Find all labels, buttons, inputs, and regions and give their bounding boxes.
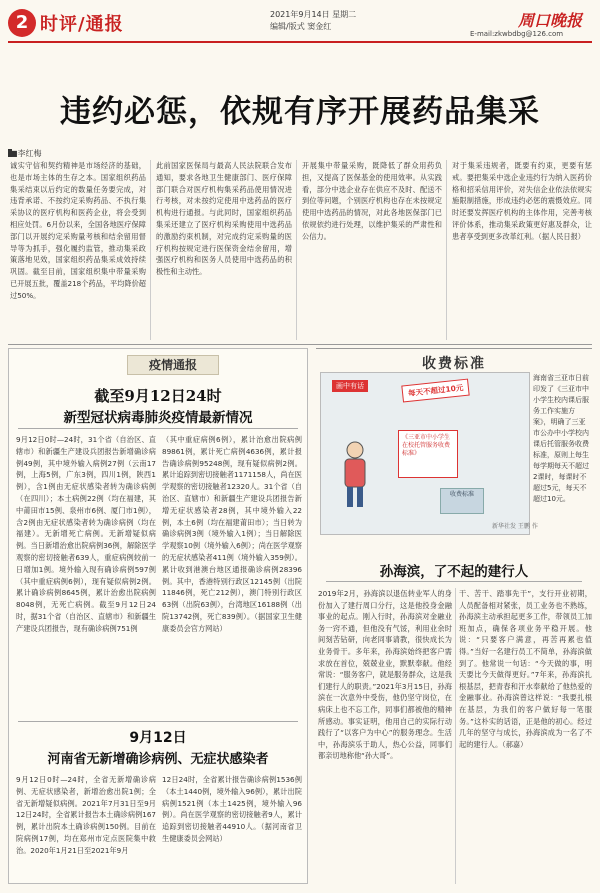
epidemic-rule [18,428,298,429]
feature-column-1: 2019年2月，孙海滨以退伍转业军人的身份加入了建行周口分行，这是他投身金融事业的起点。刚入行时，孙海滨对金融业务一窍不通，但他没有气馁，利用业余时间刻苦钻研，向老同事请教，很快成长为业务骨干。多年来，孙海滨始终把客户需求放在首位，兢兢业业，默默奉献。他经常说：“服务客户，就是服务群众，这是我们建行人的职责。”2021年3月15日，孙海滨在一次意外中受伤，他仍坚守岗位，在病床上也不忘工作，同事们都被他的精神所感动。事实证明，他用自己的实际行动践行了“以客户为中心”的服务理念。生活中，孙海滨乐于助人，热心公益，同事们都亲切地称他“孙大哥”。 [318,589,452,761]
right-block-rule [316,348,592,349]
article-column-3: 开展集中带量采购，既降低了群众用药负担，又提高了医保基金的使用效率。从实践看，部分中选企业存在供应不及时、配送不到位等问题，个别医疗机构也存在未按规定使用中选药品的情况，对此各地医保部门已依规依约进行处理，以维护集采的严肃性和公信力。 [302,161,442,241]
byline: ■李红梅 [10,149,42,158]
main-headline: 违约必惩，依规有序开展药品集采 [60,94,540,130]
article-column-2: 此前国家医保局与最高人民法院联合发布通知，要求各地卫生健康部门、医疗保障部门联合对医疗机构集采药品使用情况进行考核，对未按约定使用中选药品的医疗机构进行通报。与此同时，国家组织药品集采还建立了医疗机构采购使用中选药品的激励约束机制，对完成约定采购量的医疗机构按规定进行医保资金结余留用，增强医疗机构和医务人员使用中选药品的积极性和主动性。 [156,161,292,277]
henan-column-1: 9月12日0时—24时，全省无新增确诊病例、无症状感染者，新增治愈出院1例；全省无新增疑似病例。2021年7月31日至9月12日24时，全省累计报告本土确诊病例167例，累计出院本土确诊病例150例。目前在院病例17例，均在郑州市定点医院集中救治。2020年1月21日至2021年9月 [16,775,156,855]
newspaper-logo: 周口晚报 [518,11,583,30]
contact-email: E-mail:zkwbdbg@126.com [470,30,564,38]
henan-title: 河南省无新增确诊病例、无症状感染者 [47,752,269,767]
article-column-4: 对于集采违规者，既要有约束，更要有惩戒。要把集采中选企业违约行为纳入医药价格和招采信用评价，对失信企业依法依规实施限制措施，形成违约必惩的震慑效应。同时还要发挥医疗机构的主体作用，完善考核评价体系，推动集采政策更好惠及群众，让患者享受到更多改革红利。（据人民日报） [452,161,592,241]
epidemic-label: 疫情通报 [127,355,219,375]
page-number: 2 [8,9,36,37]
header-rule [8,41,592,43]
article-column-1: 诚实守信和契约精神是市场经济的基础，也是市场主体的生存之本。国家组织药品集采结束以后约定的数量任务要完成，对违背承诺、不按约定采购药品、不执行集采协议的医疗机构和医药企业，将会受到相应处罚。6月份以来，全国各地医疗保障部门以开展约定采购量考核和结余留用督导等为抓手，强化履约监管，推动集采政策落地见效，国家组织药品集采成效持续巩固。截至目前，国家组织集中带量采购已开展五批，覆盖218个药品，平均降价超过50%。 [10,161,146,300]
feature-column-2: 干、苦干、踏事先干”，支行开业初期，人员配备相对紧张，员工业务也不熟练，孙海滨主动承担起更多工作，带领员工加班加点，确保各项业务平稳开展。他说：“只要客户满意，再苦再累也值得。”当好一名建行员工不简单，孙海滨做到了。他常说一句话：“今天做的事，明天要比今天做得更好。”7年来，孙海滨扎根基层，把青春和汗水奉献给了他热爱的金融事业。孙海滨曾这样说：“我要扎根在基层，为我们的客户做好每一笔服务。”这朴实的话语，正是他的初心。经过几年的坚守与成长，孙海滨成为一名了不起的建行人。（郝嘉） [459,589,592,749]
editor-credit: 编辑/版式 窦金红 [270,22,332,31]
column-divider [446,160,447,340]
cartoon-desk: 收费标准 [440,488,484,514]
column-divider [150,160,151,340]
henan-rule [18,721,298,722]
issue-date: 2021年9月14日 星期二 [270,10,357,19]
cartoon-credit: 新华社发 王鹏 作 [492,523,538,530]
epidemic-column-1: 9月12日0时—24时，31个省（自治区、直辖市）和新疆生产建设兵团报告新增确诊病例49例，其中境外输入病例27例（云南17例，上海5例，广东3例，四川1例，陕西1例），含1例由无症状感染者转为确诊病例（在四川）；本土病例22例（均在福建，其中莆田市15例、泉州市6例、厦门市1例），含2例由无症状感染者转为确诊病例（均在福建）。无新增死亡病例。无新增疑似病例。当日新增治愈出院病例36例，解除医学观察的密切接触者639人，重症病例较前一日增加1例。境外输入现有确诊病例597例（其中重症病例6例），现有疑似病例2例。累计确诊病例8645例，累计治愈出院病例8048例，无死亡病例。截至9月12日24时，据31个省（自治区、直辖市）和新疆生产建设兵团报告，现有确诊病例751例 [16,435,156,633]
epidemic-title-line1: 截至9月12日24时 [94,387,222,405]
cartoon-figure-icon [338,440,372,510]
section-title: 时评/通报 [40,14,124,35]
cartoon-notice-board: 《三亚市中小学生在校托管服务收费标准》 [398,430,458,478]
cartoon-caption: 海南省三亚市日前印发了《三亚市中小学生校内课后服务工作实施方案》，明确了三亚市公办中小学校内课后托管服务收费标准，原则上每生每学期每天不超过2课时，每课时不超过5元，每天不超过10元。 [533,374,589,503]
epidemic-column-2: （其中重症病例6例），累计治愈出院病例89861例，累计死亡病例4636例，累计报告确诊病例95248例，现有疑似病例2例。累计追踪到密切接触者1171158人，尚在医学观察的密切接触者12320人。31个省（自治区、直辖市）和新疆生产建设兵团报告新增无症状感染者28例，其中境外输入22例，本土6例（均在福建莆田市）；当日转为确诊病例3例（境外输入1例）；当日解除医学观察10例（境外输入6例）；尚在医学观察的无症状感染者411例（境外输入359例）。累计收到港澳台地区通报确诊病例28396例。其中，香港特别行政区12145例（出院11846例，死亡212例），澳门特别行政区63例（出院63例），台湾地区16188例（出院13742例，死亡839例）。（据国家卫生健康委员会官方网站） [162,435,302,633]
epidemic-title-line2: 新型冠状病毒肺炎疫情最新情况 [63,410,253,426]
column-divider [296,160,297,340]
section-rule [8,344,592,345]
cartoon-tag: 画中有话 [332,380,368,392]
feature-article-rule [326,581,582,582]
cartoon-sign: 每天不超过10元 [401,379,470,403]
column-divider [455,588,456,884]
cartoon-section-title: 收费标准 [422,356,486,372]
feature-article-title: 孙海滨，了不起的建行人 [379,564,529,580]
henan-column-2: 12日24时，全省累计报告确诊病例1536例（本土1440例，境外输入96例），累计出院病例1521例（本土1425例，境外输入96例）。尚在医学观察的密切接触者9人，累计追踪到密切接触者44910人。（据河南省卫生健康委员会网站） [162,775,302,843]
henan-date: 9月12日 [129,730,187,746]
